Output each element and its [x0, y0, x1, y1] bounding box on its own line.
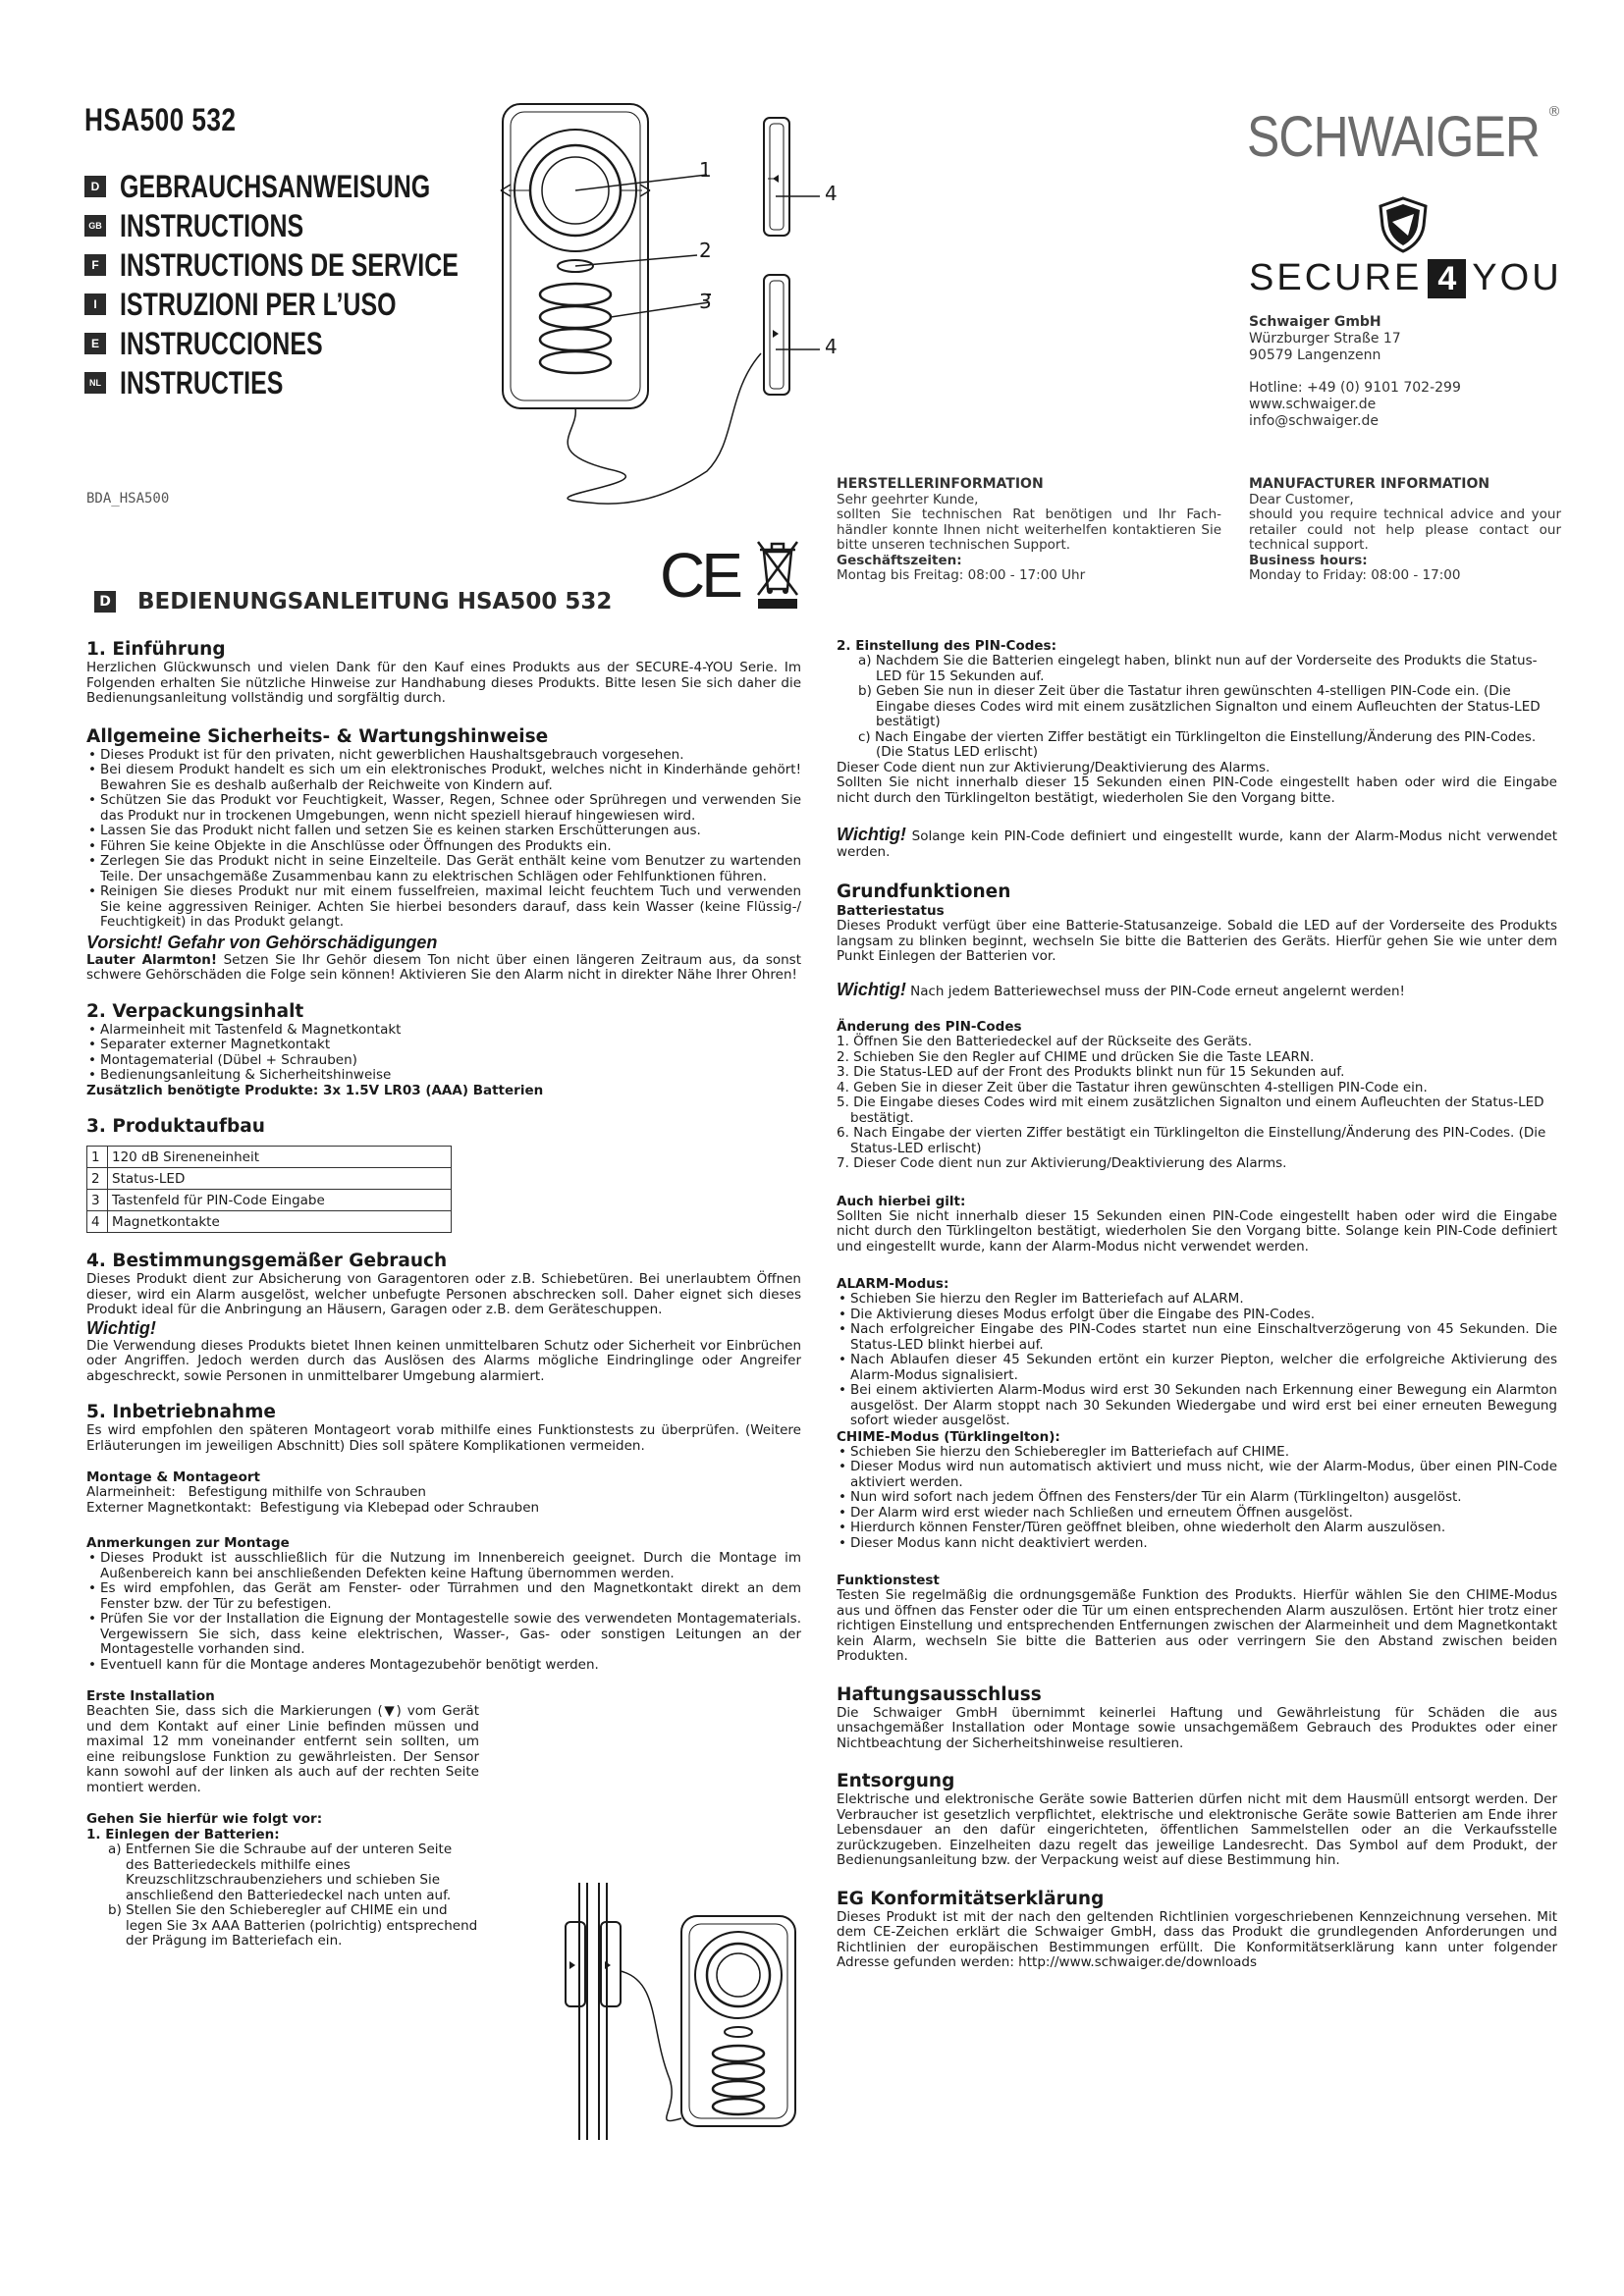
hours-label: Business hours:	[1249, 552, 1368, 568]
step-item: a) Entfernen Sie die Schraube auf der unteren Seite des Batteriedeckels mithilfe eines Kreuzschlitzschraubenziehers und schieben Sie anschließend den Batteriedeckel nach unten auf.	[108, 1842, 453, 1903]
tagline-right: YOU	[1472, 257, 1562, 298]
list-item: 2. Schieben Sie den Regler auf CHIME und drücken Sie die Taste LEARN.	[837, 1048, 1315, 1065]
section-text: Dieses Produkt verfügt über eine Batterie-Statusanzeige. Sobald die LED auf der Vorderseite des Produkts langsam zu blinken beginnt, wechseln Sie bitte die Batterien des Geräts. Hierfür gehen Sie wie unter dem Punkt Einlegen der Batterien vor.	[837, 918, 1557, 964]
lang-badge: D	[84, 176, 106, 197]
manufacturer-text: should you require technical advice and your retailer could not help please contact our technical support.	[1249, 507, 1561, 553]
mount-line: Alarmeinheit: Befestigung mithilfe von Schrauben	[86, 1484, 426, 1500]
lang-badge: GB	[84, 215, 106, 237]
list-item: • Es wird empfohlen, das Gerät am Fenster- oder Türrahmen und den Magnetkontakt direkt an dem Fenster bzw. der Tür zu befestigen.	[86, 1581, 801, 1612]
list-item: • Eventuell kann für die Montage anderes Montagezubehör benötigt werden.	[86, 1658, 801, 1674]
installation-illustration	[552, 1883, 812, 2140]
pin-change-list	[837, 1035, 1557, 1172]
table-cell-num: 4	[87, 1211, 108, 1233]
section-title: 1. Einführung	[86, 639, 226, 660]
table-row	[87, 1211, 452, 1233]
section-title: Grundfunktionen	[837, 881, 1011, 902]
callout-4a: 4	[825, 182, 838, 205]
list-item: • Der Alarm wird erst wieder nach Schließen und erneutem Öffnen ausgelöst.	[837, 1506, 1557, 1522]
table-cell-num: 1	[87, 1147, 108, 1168]
manufacturer-greeting: Dear Customer,	[1249, 491, 1354, 507]
banner-title: BEDIENUNGSANLEITUNG HSA500 532	[137, 589, 613, 614]
important-label: Wichtig!	[837, 825, 906, 844]
section-text: Herzlichen Glückwunsch und vielen Dank für den Kauf eines Produkts aus der SECURE-4-YOU Serie. Im Folgenden erhalten Sie nützliche Hinweise zur Handhabung dieses Produkts. Bitte lesen Sie sich daher die Bedienungsanleitung vollständig und sorgfältig durch.	[86, 660, 801, 706]
registered-mark: ®	[1547, 104, 1561, 120]
company-street: Würzburger Straße 17	[1249, 331, 1401, 347]
list-item: • Nach Ablaufen dieser 45 Sekunden ertönt ein kurzer Piepton, welcher die erfolgreiche Aktivierung des Alarm-Modus signalisiert.	[837, 1353, 1557, 1383]
pin-note: Dieser Code dient nun zur Aktivierung/Deaktivierung des Alarms.	[837, 759, 1271, 775]
table-cell-num: 2	[87, 1168, 108, 1190]
caution-text	[86, 953, 801, 984]
list-item: • Schützen Sie das Produkt vor Feuchtigkeit, Wasser, Regen, Schnee oder Sprühregen und verwenden Sie das Produkt nur in trockenen Umgebungen, wenn nicht speziell hierauf hingewiesen wird.	[86, 793, 801, 824]
subsection-title: Batteriestatus	[837, 903, 945, 919]
company-name: Schwaiger GmbH	[1249, 314, 1381, 330]
manufacturer-info-en	[1249, 477, 1561, 584]
section-title: 4. Bestimmungsgemäßer Gebrauch	[86, 1251, 448, 1271]
list-item: • Dieser Modus wird nun automatisch aktiviert und muss nicht, wie der Alarm-Modus, über einen PIN-Code aktiviert werden.	[837, 1460, 1557, 1490]
list-item: 6. Nach Eingabe der vierten Ziffer bestätigt ein Türklingelton die Einstellung/Änderung des PIN-Codes. (Die Status-LED erlischt)	[837, 1125, 1546, 1156]
lang-badge: F	[84, 254, 106, 276]
subsection-title: Anmerkungen zur Montage	[86, 1535, 290, 1551]
callout-4b: 4	[825, 335, 838, 358]
section-title: 3. Produktaufbau	[86, 1116, 265, 1137]
list-item: • Schieben Sie hierzu den Regler im Batteriefach auf ALARM.	[837, 1292, 1557, 1308]
section-text: Sollten Sie nicht innerhalb dieser 15 Sekunden einen PIN-Code eingestellt haben oder wird die Eingabe nicht durch den Türklingelton bestätigt, wiederholen Sie den Vorgang bitte. Solange kein PIN-Code definiert und eingestellt wurde, kann der Alarm-Modus nicht verwendet werden.	[837, 1207, 1557, 1255]
section-title: Haftungsausschluss	[837, 1683, 1042, 1705]
list-item: • Separater externer Magnetkontakt	[86, 1038, 801, 1053]
lang-title: INSTRUCTIES	[120, 364, 284, 400]
section-title: EG Konformitätserklärung	[837, 1888, 1105, 1909]
lang-badge: NL	[84, 372, 106, 394]
banner-badge: D	[94, 591, 116, 613]
subsection-title: Erste Installation	[86, 1688, 215, 1704]
manufacturer-text: sollten Sie technischen Rat benötigen und Ihr Fach-händler konnte Ihnen nicht weiterhelfen kontaktieren Sie bitte unseren technischen Support.	[837, 507, 1221, 553]
subsection-title: Montage & Montageort	[86, 1469, 260, 1485]
model-title: HSA500 532	[84, 102, 237, 137]
ce-mark: CE	[660, 540, 739, 611]
list-item: • Lassen Sie das Produkt nicht fallen und setzen Sie es keinen starken Erschütterungen aus.	[86, 824, 801, 839]
list-item: • Dieses Produkt ist für den privaten, nicht gewerblichen Haushaltsgebrauch vorgesehen.	[86, 748, 801, 764]
list-item: • Nun wird sofort nach jedem Öffnen des Fensters/der Tür ein Alarm (Türklingelton) ausgelöst.	[837, 1490, 1557, 1506]
document-code: BDA_HSA500	[86, 491, 170, 507]
lang-title: ISTRUZIONI PER L’USO	[120, 286, 397, 322]
company-address	[1249, 314, 1461, 430]
list-item: 4. Geben Sie in dieser Zeit über die Tastatur ihren gewünschten 4-stelligen PIN-Code ein.	[837, 1079, 1428, 1095]
product-parts-table	[86, 1146, 452, 1233]
section-title: Entsorgung	[837, 1771, 955, 1791]
important-note	[837, 979, 1557, 1000]
brand-logo: SCHWAIGER	[1247, 105, 1541, 169]
list-item: • Montagematerial (Dübel + Schrauben)	[86, 1053, 801, 1069]
lang-title: GEBRAUCHSANWEISUNG	[120, 168, 431, 204]
alarm-mode-list	[837, 1292, 1557, 1429]
right-column	[837, 638, 1557, 1971]
section-title: 5. Inbetriebnahme	[86, 1402, 276, 1422]
step-item: a) Nachdem Sie die Batterien eingelegt haben, blinkt nun auf der Vorderseite des Produkts die Status-LED für 15 Sekunden auf.	[858, 653, 1538, 684]
subsection-title: CHIME-Modus (Türklingelton):	[837, 1428, 1060, 1445]
list-item: 5. Die Eingabe dieses Codes wird mit einem zusätzlichen Signalton und einem Aufleuchten der Status-LED bestätigt.	[837, 1095, 1544, 1126]
manufacturer-title: HERSTELLERINFORMATION	[837, 476, 1044, 492]
manufacturer-greeting: Sehr geehrter Kunde,	[837, 491, 979, 507]
manufacturer-title: MANUFACTURER INFORMATION	[1249, 476, 1490, 492]
list-item: 1. Öffnen Sie den Batteriedeckel auf der Rückseite des Geräts.	[837, 1034, 1253, 1049]
company-email[interactable]: info@schwaiger.de	[1249, 413, 1379, 429]
important-label: Wichtig!	[86, 1317, 156, 1338]
table-row	[87, 1147, 452, 1168]
section-text: Elektrische und elektronische Geräte sowie Batterien dürfen nicht mit dem Hausmüll entsorgt werden. Der Verbraucher ist gesetzlich verpflichtet, elektrische und elektronische Geräte sowie Batterien am Ende ihrer Lebensdauer an den dafür eingerichteten, öffentlichen Sammelstellen oder an die Verkaufsstelle zurückzugeben. Einzelheiten dazu regelt das jeweilige Landesrecht. Das Symbol auf dem Produkt, der Bedienungsanleitung bzw. der Verpackung weist auf diese Bestimmung hin.	[837, 1791, 1557, 1868]
table-row	[87, 1190, 452, 1211]
callout-2: 2	[699, 239, 712, 262]
lang-title: INSTRUCTIONS	[120, 207, 304, 243]
section-text: Es wird empfohlen den späteren Montageort vorab mithilfe eines Funktionstests zu überprüfen. (Weitere Erläuterungen im jeweiligen Abschnitt) Dies soll spätere Komplikationen vermeiden.	[86, 1422, 801, 1454]
section-title: 2. Verpackungsinhalt	[86, 1000, 304, 1022]
shield-icon	[1377, 196, 1430, 253]
list-item: • Nach erfolgreicher Eingabe des PIN-Codes startet nun eine Einschaltverzögerung von 45 Sekunden. Die Status-LED blinkt hierbei auf.	[837, 1322, 1557, 1353]
callout-1: 1	[699, 158, 712, 182]
caution-body: Setzen Sie Ihr Gehör diesem Ton nicht über einen längeren Zeitraum aus, da sonst schwere Gehörschäden die Folge sein können! Aktivieren Sie den Alarm nicht in direkter Nähe Ihrer Ohren!	[86, 951, 801, 983]
list-item: • Zerlegen Sie das Produkt nicht in seine Einzelteile. Das Gerät enthält keine vom Benutzer zu wartenden Teile. Der unsachgemäße Zusammenbau kann zu elektrischen Schlägen oder Fehlfunktionen führen.	[86, 854, 801, 884]
list-item: • Bedienungsanleitung & Sicherheitshinweise	[86, 1068, 801, 1084]
tagline-left: SECURE	[1249, 257, 1423, 298]
mount-line: Externer Magnetkontakt: Befestigung via Klebepad oder Schrauben	[86, 1499, 540, 1516]
company-web[interactable]: www.schwaiger.de	[1249, 397, 1377, 412]
lang-title: INSTRUCTIONS DE SERVICE	[120, 246, 459, 283]
lang-badge: I	[84, 294, 106, 315]
list-item: • Dieser Modus kann nicht deaktiviert werden.	[837, 1536, 1557, 1552]
list-item: • Alarmeinheit mit Tastenfeld & Magnetkontakt	[86, 1023, 801, 1039]
hours-label: Geschäftszeiten:	[837, 552, 962, 568]
table-cell-label: Status-LED	[108, 1168, 452, 1190]
list-item: • Bei einem aktivierten Alarm-Modus wird erst 30 Sekunden nach Erkennung einer Bewegung ein Alarmton ausgelöst. Der Alarm stoppt nach 30 Sekunden Wiedergabe und wird erst bei einer erneuten Bewegung sofort wieder ausgelöst.	[837, 1383, 1557, 1429]
hours-value: Monday to Friday: 08:00 - 17:00	[1249, 567, 1461, 583]
section-text: Testen Sie regelmäßig die ordnungsgemäße Funktion des Produkts. Hierfür wählen Sie den CHIME-Modus aus und öffnen das Fenster oder die Tür um einen entsprechenden Alarm auszulösen. Ertönt hier trotz einer richtigen Einstellung und entsprechenden Entfernungen zwischen der Alarmeinheit und dem Magnetkontakt kein Alarm, wechseln Sie bitte die Batterien aus oder verringern Sie den Abstand zwischen beiden Produkten.	[837, 1587, 1557, 1664]
important-text: Nach jedem Batteriewechsel muss der PIN-Code erneut angelernt werden!	[905, 983, 1405, 999]
step-item: b) Stellen Sie den Schieberegler auf CHIME ein und legen Sie 3x AAA Batterien (polrichtig) entsprechend der Prägung im Batteriefach ein.	[108, 1902, 478, 1949]
important-text: Solange kein PIN-Code definiert und eingestellt wurde, kann der Alarm-Modus nicht verwendet werden.	[837, 828, 1557, 860]
step-subtitle: 1. Einlegen der Batterien:	[86, 1827, 280, 1842]
table-row	[87, 1168, 452, 1190]
subsection-title: Auch hierbei gilt:	[837, 1193, 966, 1209]
step-item: b) Geben Sie nun in dieser Zeit über die Tastatur ihren gewünschten 4-stelligen PIN-Code ein. (Die Eingabe dieses Codes wird mit einem zusätzlichen Signalton und einem Aufleuchten der Status-LED bestätigt)	[858, 683, 1541, 729]
chime-mode-list	[837, 1445, 1557, 1552]
table-cell-label: 120 dB Sireneneinheit	[108, 1147, 452, 1168]
list-item: • Führen Sie keine Objekte in die Anschlüsse oder Öffnungen des Produkts ein.	[86, 839, 801, 855]
package-extra: Zusätzlich benötigte Produkte: 3x 1.5V LR03 (AAA) Batterien	[86, 1082, 544, 1098]
hours-value: Montag bis Freitag: 08:00 - 17:00 Uhr	[837, 567, 1086, 583]
list-item: 3. Die Status-LED auf der Front des Produkts blinkt nun für 15 Sekunden auf.	[837, 1064, 1345, 1080]
table-cell-num: 3	[87, 1190, 108, 1211]
subsection-title: ALARM-Modus:	[837, 1276, 949, 1292]
company-hotline: Hotline: +49 (0) 9101 702-299	[1249, 380, 1461, 396]
caution-title: Vorsicht! Gefahr von Gehörschädigungen	[86, 932, 438, 952]
lang-title: INSTRUCCIONES	[120, 325, 323, 361]
section-text: Dieses Produkt ist mit der nach den geltenden Richtlinien vorgeschriebenen Kennzeichnung versehen. Mit dem CE-Zeichen erklärt die Schwaiger GmbH, dass das Produkt die grundlegenden Anforderungen und Richtlinien der europäischen Bestimmungen erfüllt. Die Konformitätserklärung kann unter folgender Adresse gefunden werden: http://www.schwaiger.de/downloads	[837, 1908, 1557, 1970]
table-cell-label: Magnetkontakte	[108, 1211, 452, 1233]
subsection-title: 2. Einstellung des PIN-Codes:	[837, 638, 1056, 654]
tagline-number: 4	[1428, 259, 1466, 298]
list-item: • Hierdurch können Fenster/Türen geöffnet bleiben, ohne wiederholt den Alarm auszulösen.	[837, 1521, 1557, 1536]
package-list	[86, 1023, 801, 1084]
important-label: Wichtig!	[837, 979, 906, 999]
company-city: 90579 Langenzenn	[1249, 347, 1381, 363]
mounting-notes-list	[86, 1551, 801, 1673]
list-item: • Bei diesem Produkt handelt es sich um ein elektronisches Produkt, welches nicht in Kinderhände gehört! Bewahren Sie es deshalb außerhalb der Reichweite von Kindern auf.	[86, 763, 801, 793]
table-cell-label: Tastenfeld für PIN-Code Eingabe	[108, 1190, 452, 1211]
lang-badge: E	[84, 333, 106, 354]
subsection-title: Funktionstest	[837, 1573, 940, 1588]
subsection-title: Änderung des PIN-Codes	[837, 1019, 1022, 1035]
section-text: Dieses Produkt dient zur Absicherung von Garagentoren oder z.B. Schiebetüren. Bei unerlaubtem Öffnen dieser, wird ein Alarm ausgelöst, welcher unbefugte Personen abschrecken soll. Daher eignet sich dieses Produkt ideal für die Anbringung an Häusern, Garagen oder z.B. dem Geräteschuppen.	[86, 1271, 801, 1317]
section-text: Die Schwaiger GmbH übernimmt keinerlei Haftung und Gewährleistung für Schäden die aus unsachgemäßer Installation oder Montage sowie unsachgemäßem Gebrauch des Produktes oder einer Nichtbeachtung der Sicherheitshinweise resultieren.	[837, 1704, 1557, 1751]
section-text: Die Verwendung dieses Produkts bietet Ihnen keinen unmittelbaren Schutz oder Sicherheit vor Einbrüchen oder Angriffen. Jedoch werden durch das Auslösen des Alarms mögliche Eindringlinge oder Angreifer abgeschreckt, sowie Personen in unmittelbarer Umgebung alarmiert.	[86, 1337, 801, 1384]
list-item: • Prüfen Sie vor der Installation die Eignung der Montagestelle sowie des verwendeten Montagematerials. Vergewissern Sie sich, dass keine elektrischen, Wasser-, Gas- oder sonstigen Leitungen an der Montagestelle vorhanden sind.	[86, 1612, 801, 1658]
pin-note: Sollten Sie nicht innerhalb dieser 15 Sekunden einen PIN-Code eingestellt haben oder wird die Eingabe nicht durch den Türklingelton bestätigt, wiederholen Sie den Vorgang bitte.	[837, 774, 1557, 806]
manufacturer-info-de	[837, 477, 1221, 584]
list-item: • Schieben Sie hierzu den Schieberegler im Batteriefach auf CHIME.	[837, 1445, 1557, 1461]
list-item: • Die Aktivierung dieses Modus erfolgt über die Eingabe des PIN-Codes.	[837, 1308, 1557, 1323]
weee-bin-icon	[754, 538, 801, 611]
list-item: • Dieses Produkt ist ausschließlich für die Nutzung im Innenbereich geeignet. Durch die Montage im Außenbereich kann bei anschließenden Defekten keine Haftung übernommen werden.	[86, 1551, 801, 1581]
list-item: 7. Dieser Code dient nun zur Aktivierung/Deaktivierung des Alarms.	[837, 1155, 1287, 1171]
manual-banner	[94, 589, 612, 614]
product-illustration	[481, 98, 854, 530]
list-item: • Reinigen Sie dieses Produkt nur mit einem fusselfreien, maximal leicht feuchtem Tuch und verwenden Sie keine aggressiven Reiniger. Achten Sie hierbei besonders darauf, dass kein Wasser (keine Flüssig-/ Feuchtigkeit) in das Produkt gelangt.	[86, 884, 801, 931]
left-column	[86, 639, 801, 1949]
pin-steps	[837, 654, 1557, 761]
installation-block	[86, 1688, 479, 1949]
secure4you-logo	[1249, 257, 1562, 299]
caution-bold: Lauter Alarmton!	[86, 951, 217, 968]
install-text: Beachten Sie, dass sich die Markierungen (▼) vom Gerät und dem Kontakt auf einer Linie befinden müssen und maximal 12 mm voneinander entfernt sein sollten, um eine reibungslose Funktion zu gewährleisten. Der Sensor kann sowohl auf der linken als auch auf der rechten Seite montiert werden.	[86, 1703, 479, 1795]
section-title: Allgemeine Sicherheits- & Wartungshinweise	[86, 725, 549, 747]
battery-steps	[86, 1842, 479, 1949]
important-note	[837, 825, 1557, 860]
subsection-title: Gehen Sie hierfür wie folgt vor:	[86, 1811, 323, 1827]
safety-list	[86, 748, 801, 931]
step-item: c) Nach Eingabe der vierten Ziffer bestätigt ein Türklingelton die Einstellung/Änderung des PIN-Codes. (Die Status LED erlischt)	[858, 728, 1537, 760]
callout-3: 3	[699, 290, 712, 313]
